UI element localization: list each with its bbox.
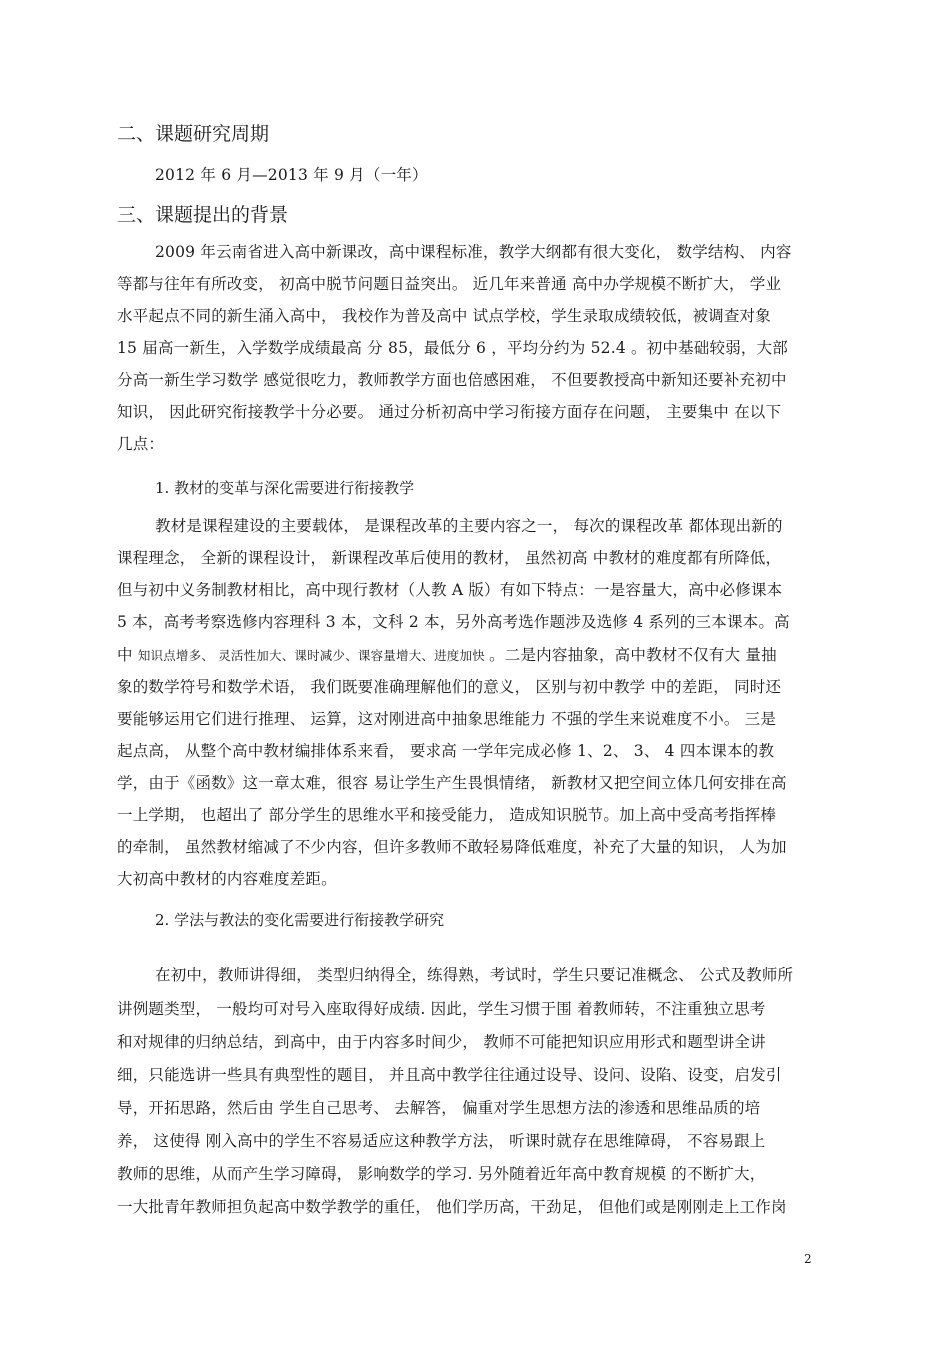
paragraph-line: 细，只能选讲一些具有典型性的题目， 并且高中教学往往通过设导、设问、设陷、设变，启发引 — [117, 1066, 782, 1084]
paragraph-line: 5 本，高考考察选修内容理科 3 本，文科 2 本，另外高考选作题涉及选修 4 系列的三本课本。高 — [117, 613, 790, 631]
paragraph-line: 知识， 因此研究衔接教学十分必要。 通过分析初高中学习衔接方面存在问题， 主要集中 在以下 — [117, 403, 782, 421]
section-heading-background: 三、课题提出的背景 — [117, 204, 289, 226]
paragraph-line: 大初高中教材的内容难度差距。 — [117, 870, 337, 888]
text-run-small: 知识点增多、 灵活性加大、课时减少、课容量增大、进度加快 — [137, 648, 490, 663]
paragraph-line: 几点： — [117, 435, 165, 453]
text-run: 中 — [117, 646, 138, 664]
paragraph-line: 15 届高一新生，入学数学成绩最高 分 85，最低分 6 ，平均分约为 52.4 。初中基础较弱，大部 — [117, 339, 789, 357]
research-period-text: 2012 年 6 月—2013 年 9 月（一年） — [155, 166, 428, 184]
page-number: 2 — [804, 1252, 812, 1266]
paragraph-line: 等都与往年有所改变， 初高中脱节问题日益突出。 近几年来普通 高中办学规模不断扩大， 学业 — [117, 275, 782, 293]
paragraph-line: 要能够运用它们进行推理、 运算，这对刚进高中抽象思维能力 不强的学生来说难度不小。 三是 — [117, 710, 777, 728]
paragraph-line: 教师的思维，从而产生学习障碍， 影响数学的学习. 另外随着近年高中教育规模 的不断扩大， — [117, 1165, 766, 1183]
paragraph-line: 象的数学符号和数学术语， 我们既要准确理解他们的意义， 区别与初中教学 中的差距， 同时还 — [117, 678, 782, 696]
paragraph-line: 学，由于《函数》这一章太难，很容 易让学生产生畏惧情绪， 新教材又把空间立体几何安排在高 — [117, 774, 787, 792]
paragraph-line: 课程理念， 全新的课程设计， 新课程改革后使用的教材， 虽然初高 中教材的难度都有所降低， — [117, 549, 782, 567]
paragraph-line: 养， 这使得 刚入高中的学生不容易适应这种教学方法， 听课时就存在思维障碍， 不容易跟上 — [117, 1132, 766, 1150]
paragraph-line: 导，开拓思路，然后由 学生自己思考、 去解答， 偏重对学生思想方法的渗透和思维品质的培 — [117, 1099, 761, 1117]
text-run: 。二是内容抽象，高中教材不仅有大 量抽 — [489, 646, 777, 664]
subsection-title-learning-teaching: 2. 学法与教法的变化需要进行衔接教学研究 — [155, 911, 445, 929]
section-heading-research-period: 二、课题研究周期 — [117, 123, 270, 145]
paragraph-line: 2009 年云南省进入高中新课改，高中课程标准，教学大纲都有很大变化， 数学结构、 内容 — [155, 243, 792, 261]
paragraph-line: 和对规律的归纳总结，到高中，由于内容多时间少， 教师不可能把知识应用形式和题型讲全讲 — [117, 1033, 766, 1051]
paragraph-line: 分高一新生学习数学 感觉很吃力，教师教学方面也倍感困难， 不但要教授高中新知还要补充初中 — [117, 371, 787, 389]
paragraph-line-mixed — [117, 643, 777, 668]
paragraph-line: 但与初中义务制教材相比，高中现行教材（人教 A 版）有如下特点：一是容量大，高中必修课本 — [117, 581, 783, 599]
paragraph-line: 教材是课程建设的主要载体， 是课程改革的主要内容之一， 每次的课程改革 都体现出新的 — [155, 517, 783, 535]
paragraph-line: 水平起点不同的新生涌入高中， 我校作为普及高中 试点学校，学生录取成绩较低，被调查对象 — [117, 307, 771, 325]
subsection-title-textbook-reform: 1. 教材的变革与深化需要进行衔接教学 — [155, 479, 415, 497]
paragraph-line: 一大批青年教师担负起高中数学教学的重任， 他们学历高，干劲足， 但他们或是刚刚走上工作岗 — [117, 1198, 787, 1216]
paragraph-line: 讲例题类型， 一般均可对号入座取得好成绩. 因此，学生习惯于围 着教师转，不注重独立思考 — [117, 1000, 766, 1018]
paragraph-line: 一上学期， 也超出了 部分学生的思维水平和接受能力， 造成知识脱节。加上高中受高考指挥棒 — [117, 806, 777, 824]
paragraph-line: 在初中，教师讲得细， 类型归纳得全，练得熟，考试时，学生只要记准概念、 公式及教师所 — [155, 966, 794, 984]
paragraph-line: 的牵制， 虽然教材缩减了不少内容，但许多教师不敢轻易降低难度，补充了大量的知识， 人为加 — [117, 838, 787, 856]
paragraph-line: 起点高， 从整个高中教材编排体系来看， 要求高 一学年完成必修 1、2、 3、 4 四本课本的教 — [117, 742, 775, 760]
